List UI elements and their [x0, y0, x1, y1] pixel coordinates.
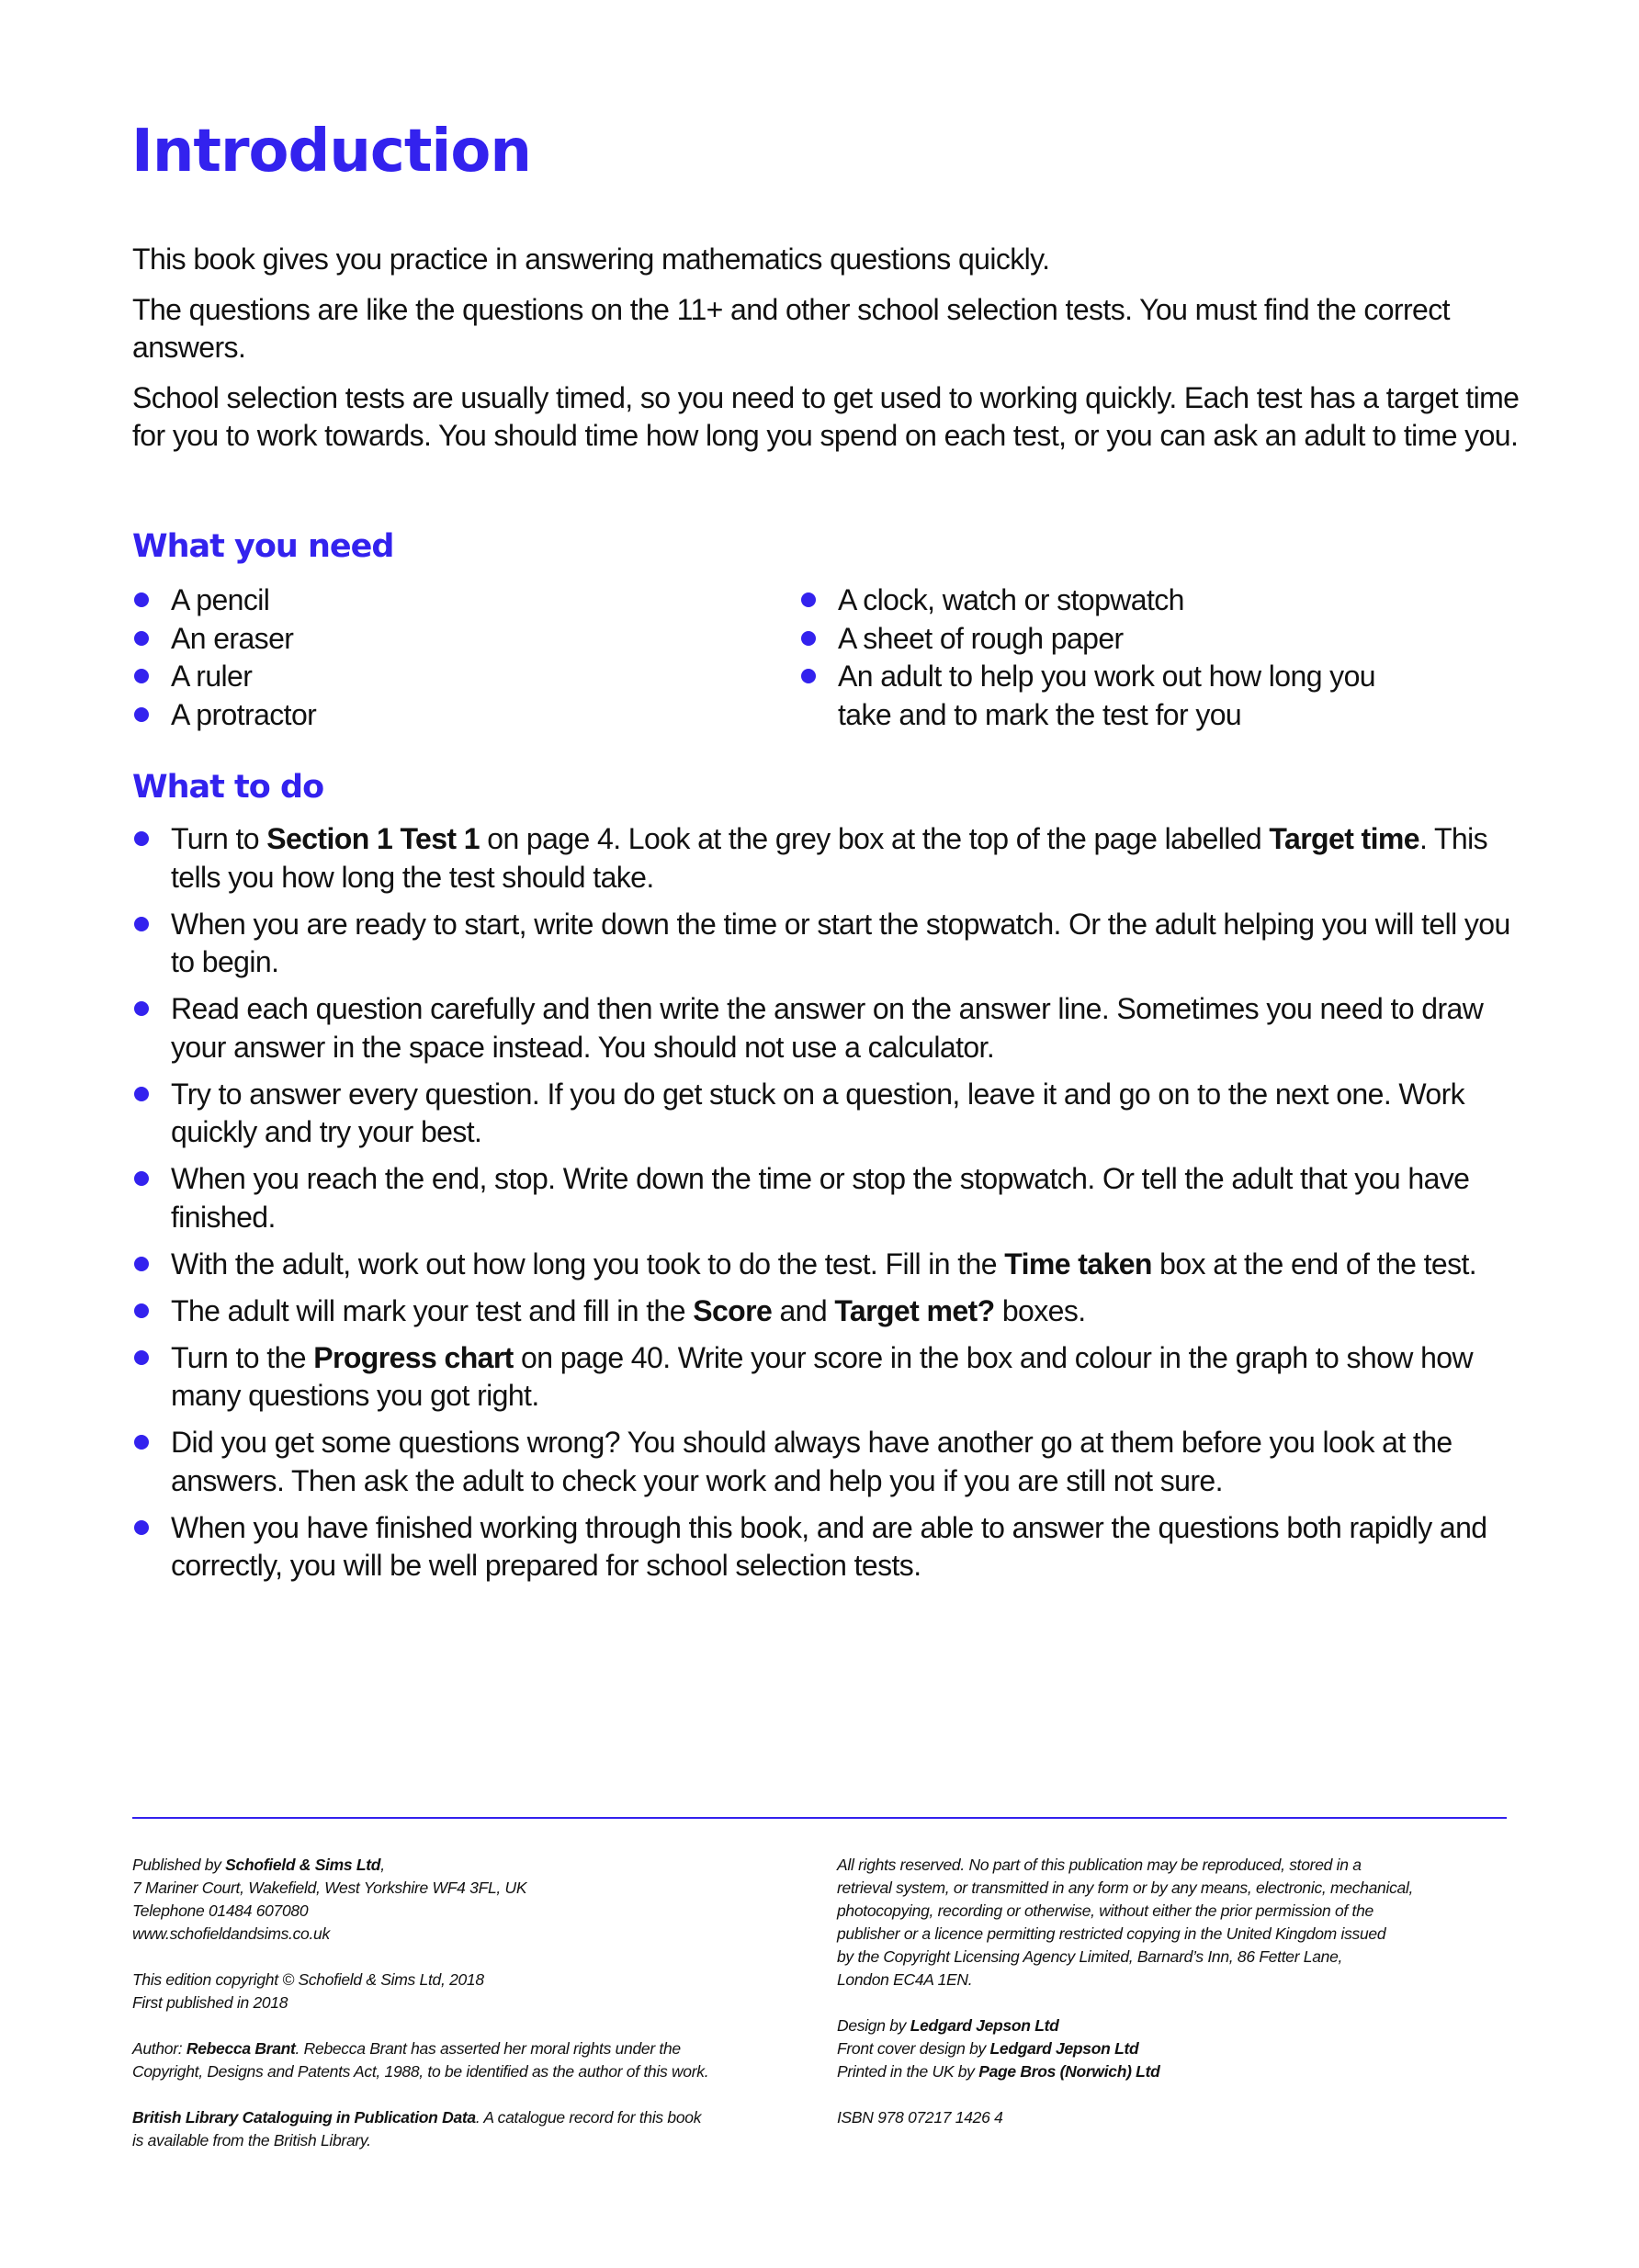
footer-line	[837, 1969, 1517, 1992]
list-item-text: . This tells you how long the test should take.	[171, 822, 1487, 894]
footer-line	[132, 2129, 812, 2152]
list-item	[132, 1246, 1529, 1284]
list-item-text: on page 4. Look at the grey box at the top of the page labelled	[479, 822, 1270, 855]
footer-rights-info	[837, 1854, 1517, 2152]
bullet-icon	[134, 1001, 149, 1016]
list-item-text: A clock, watch or stopwatch	[838, 583, 1184, 616]
bullet-icon	[134, 592, 149, 607]
list-item-text: When you are ready to start, write down the time or start the stopwatch. Or the adult helping you will tell you to begin.	[171, 907, 1510, 978]
bullet-icon	[134, 917, 149, 931]
list-item-text: Try to answer every question. If you do get stuck on a question, leave it and go on to the next one. Work quickly and try your best.	[171, 1077, 1465, 1148]
list-item-text: A pencil	[171, 583, 270, 616]
list-item-text-bold: Time taken	[1004, 1247, 1152, 1281]
list-item-text-bold: Section 1 Test 1	[266, 822, 480, 855]
bullet-icon	[801, 669, 816, 683]
footer-paragraph	[837, 2106, 1517, 2129]
list-item	[132, 1339, 1529, 1416]
list-item	[799, 581, 1424, 620]
intro-text	[132, 241, 1520, 468]
list-item	[132, 1076, 1529, 1152]
footer-line	[132, 2106, 812, 2129]
list-item-text: An adult to help you work out how long you take and to mark the test for you	[838, 660, 1375, 731]
list-item-text: A sheet of rough paper	[838, 621, 1124, 655]
footer-line	[837, 2014, 1517, 2037]
what-to-do-heading: What to do	[132, 769, 324, 806]
bullet-icon	[134, 707, 149, 722]
footer-text: photocopying, recording or otherwise, without either the prior permission of the	[837, 1901, 1373, 1920]
list-item-text: The adult will mark your test and fill in the	[171, 1293, 694, 1327]
list-item	[132, 658, 720, 696]
footer-line	[837, 1900, 1517, 1923]
footer-paragraph	[132, 1969, 812, 2014]
list-item-text: and	[772, 1293, 835, 1327]
footer-text: www.schofieldandsims.co.uk	[132, 1924, 330, 1943]
what-to-do-list	[132, 820, 1529, 1594]
footer-paragraph	[837, 2014, 1517, 2083]
list-item-text-bold: Score	[693, 1293, 773, 1327]
footer-line	[132, 1854, 812, 1877]
bullet-icon	[134, 669, 149, 683]
list-item-text: When you reach the end, stop. Write down the time or stop the stopwatch. Or tell the adult that you have finished.	[171, 1162, 1470, 1234]
footer-text: This edition copyright © Schofield & Sims Ltd, 2018	[132, 1970, 484, 1989]
footer-text: ,	[380, 1856, 385, 1874]
list-item-text-bold: Target met?	[834, 1293, 995, 1327]
footer-line	[837, 1877, 1517, 1900]
bullet-icon	[801, 631, 816, 646]
footer-text-bold: Ledgard Jepson Ltd	[910, 2016, 1059, 2035]
bullet-icon	[134, 1520, 149, 1535]
list-item	[132, 1424, 1529, 1500]
list-item	[132, 1509, 1529, 1585]
footer-text: First published in 2018	[132, 1993, 288, 2012]
footer-line	[132, 1900, 812, 1923]
list-item	[132, 620, 720, 659]
footer-text-bold: Schofield & Sims Ltd	[225, 1856, 381, 1874]
list-item	[132, 1160, 1529, 1236]
footer-line	[837, 2060, 1517, 2083]
intro-paragraph: This book gives you practice in answering mathematics questions quickly.	[132, 243, 1050, 276]
footer-text: retrieval system, or transmitted in any form or by any means, electronic, mechanical,	[837, 1879, 1414, 1897]
needs-list-right	[799, 581, 1424, 734]
footer-text: . Rebecca Brant has asserted her moral rights under the	[295, 2039, 681, 2058]
footer-line	[837, 1854, 1517, 1877]
list-item-text-bold: Target time	[1269, 822, 1419, 855]
list-item-text-bold: Progress chart	[313, 1340, 514, 1374]
list-item	[132, 990, 1529, 1066]
list-item-text: boxes.	[994, 1293, 1086, 1327]
footer-paragraph	[837, 1854, 1517, 1992]
list-item-text: Turn to the	[171, 1340, 314, 1374]
footer-text: Telephone 01484 607080	[132, 1901, 309, 1920]
bullet-icon	[801, 592, 816, 607]
what-you-need-heading: What you need	[132, 528, 394, 565]
bullet-icon	[134, 1087, 149, 1101]
footer-text: by the Copyright Licensing Agency Limited, Barnard’s Inn, 86 Fetter Lane,	[837, 1947, 1343, 1966]
page-title: Introduction	[131, 118, 531, 186]
list-item-text: box at the end of the test.	[1151, 1247, 1477, 1281]
footer-line	[132, 2060, 812, 2083]
list-item	[132, 1292, 1529, 1331]
list-item-text: on page 40. Write your score in the box and colour in the graph to show how many questions you got right.	[171, 1340, 1473, 1412]
bullet-icon	[134, 1257, 149, 1271]
bullet-icon	[134, 631, 149, 646]
footer-line	[837, 1923, 1517, 1946]
list-item-text: Read each question carefully and then write the answer on the answer line. Sometimes you need to draw your answer in the space instead. You should not use a calculator.	[171, 992, 1484, 1064]
footer-text: 7 Mariner Court, Wakefield, West Yorkshire WF4 3FL, UK	[132, 1879, 527, 1897]
footer-text: Published by	[132, 1856, 226, 1874]
list-item	[799, 620, 1424, 659]
footer-line	[132, 1969, 812, 1992]
list-item-text: Did you get some questions wrong? You should always have another go at them before you look at the answers. Then ask the adult to check your work and help you if you are still not sure.	[171, 1426, 1452, 1497]
footer-text: Front cover design by	[837, 2039, 990, 2058]
bullet-icon	[134, 1171, 149, 1186]
list-item-text: Turn to	[171, 822, 267, 855]
list-item-text: With the adult, work out how long you took to do the test. Fill in the	[171, 1247, 1005, 1281]
list-item	[132, 906, 1529, 982]
footer-text: ISBN 978 07217 1426 4	[837, 2108, 1003, 2127]
footer-text: Design by	[837, 2016, 910, 2035]
footer-line	[132, 2037, 812, 2060]
list-item-text: An eraser	[171, 621, 294, 655]
footer-text: All rights reserved. No part of this publication may be reproduced, stored in a	[837, 1856, 1362, 1874]
footer-line	[837, 1946, 1517, 1969]
footer-text: Printed in the UK by	[837, 2062, 979, 2081]
intro-paragraph: School selection tests are usually timed, so you need to get used to working quickly. Each test has a target time for you to work towards. You should time how long you spend on each test, or you can ask an adult to time you.	[132, 381, 1520, 452]
bullet-icon	[134, 1435, 149, 1450]
footer-text: publisher or a licence permitting restricted copying in the United Kingdom issued	[837, 1924, 1386, 1943]
list-item-text: A protractor	[171, 697, 317, 731]
footer-line	[132, 1923, 812, 1946]
list-item	[132, 696, 720, 735]
footer-text: Author:	[132, 2039, 187, 2058]
footer-text-bold: Ledgard Jepson Ltd	[989, 2039, 1139, 2058]
list-item-text: A ruler	[171, 660, 253, 693]
footer-paragraph	[132, 2037, 812, 2083]
footer-paragraph	[132, 1854, 812, 1946]
intro-paragraph: The questions are like the questions on the 11+ and other school selection tests. You must find the correct answers.	[132, 293, 1450, 364]
footer-line	[132, 1877, 812, 1900]
footer-line	[132, 1992, 812, 2014]
footer-line	[837, 2037, 1517, 2060]
needs-list-left	[132, 581, 720, 734]
footer-publisher-info	[132, 1854, 812, 2175]
bullet-icon	[134, 1350, 149, 1365]
list-item	[132, 820, 1529, 897]
footer-text: is available from the British Library.	[132, 2131, 371, 2150]
bullet-icon	[134, 831, 149, 846]
bullet-icon	[134, 1303, 149, 1318]
footer-text-bold: Rebecca Brant	[186, 2039, 296, 2058]
footer-text-bold: Page Bros (Norwich) Ltd	[978, 2062, 1160, 2081]
footer-text-bold: British Library Cataloguing in Publication Data	[132, 2108, 476, 2127]
footer-divider	[132, 1817, 1507, 1819]
footer-text: . A catalogue record for this book	[475, 2108, 702, 2127]
footer-text: Copyright, Designs and Patents Act, 1988, to be identified as the author of this work.	[132, 2062, 709, 2081]
footer-line	[837, 2106, 1517, 2129]
list-item	[132, 581, 720, 620]
footer-paragraph	[132, 2106, 812, 2152]
list-item-text: When you have finished working through this book, and are able to answer the questions both rapidly and correctly, you will be well prepared for school selection tests.	[171, 1510, 1487, 1582]
footer-text: London EC4A 1EN.	[837, 1970, 973, 1989]
list-item	[799, 658, 1407, 734]
